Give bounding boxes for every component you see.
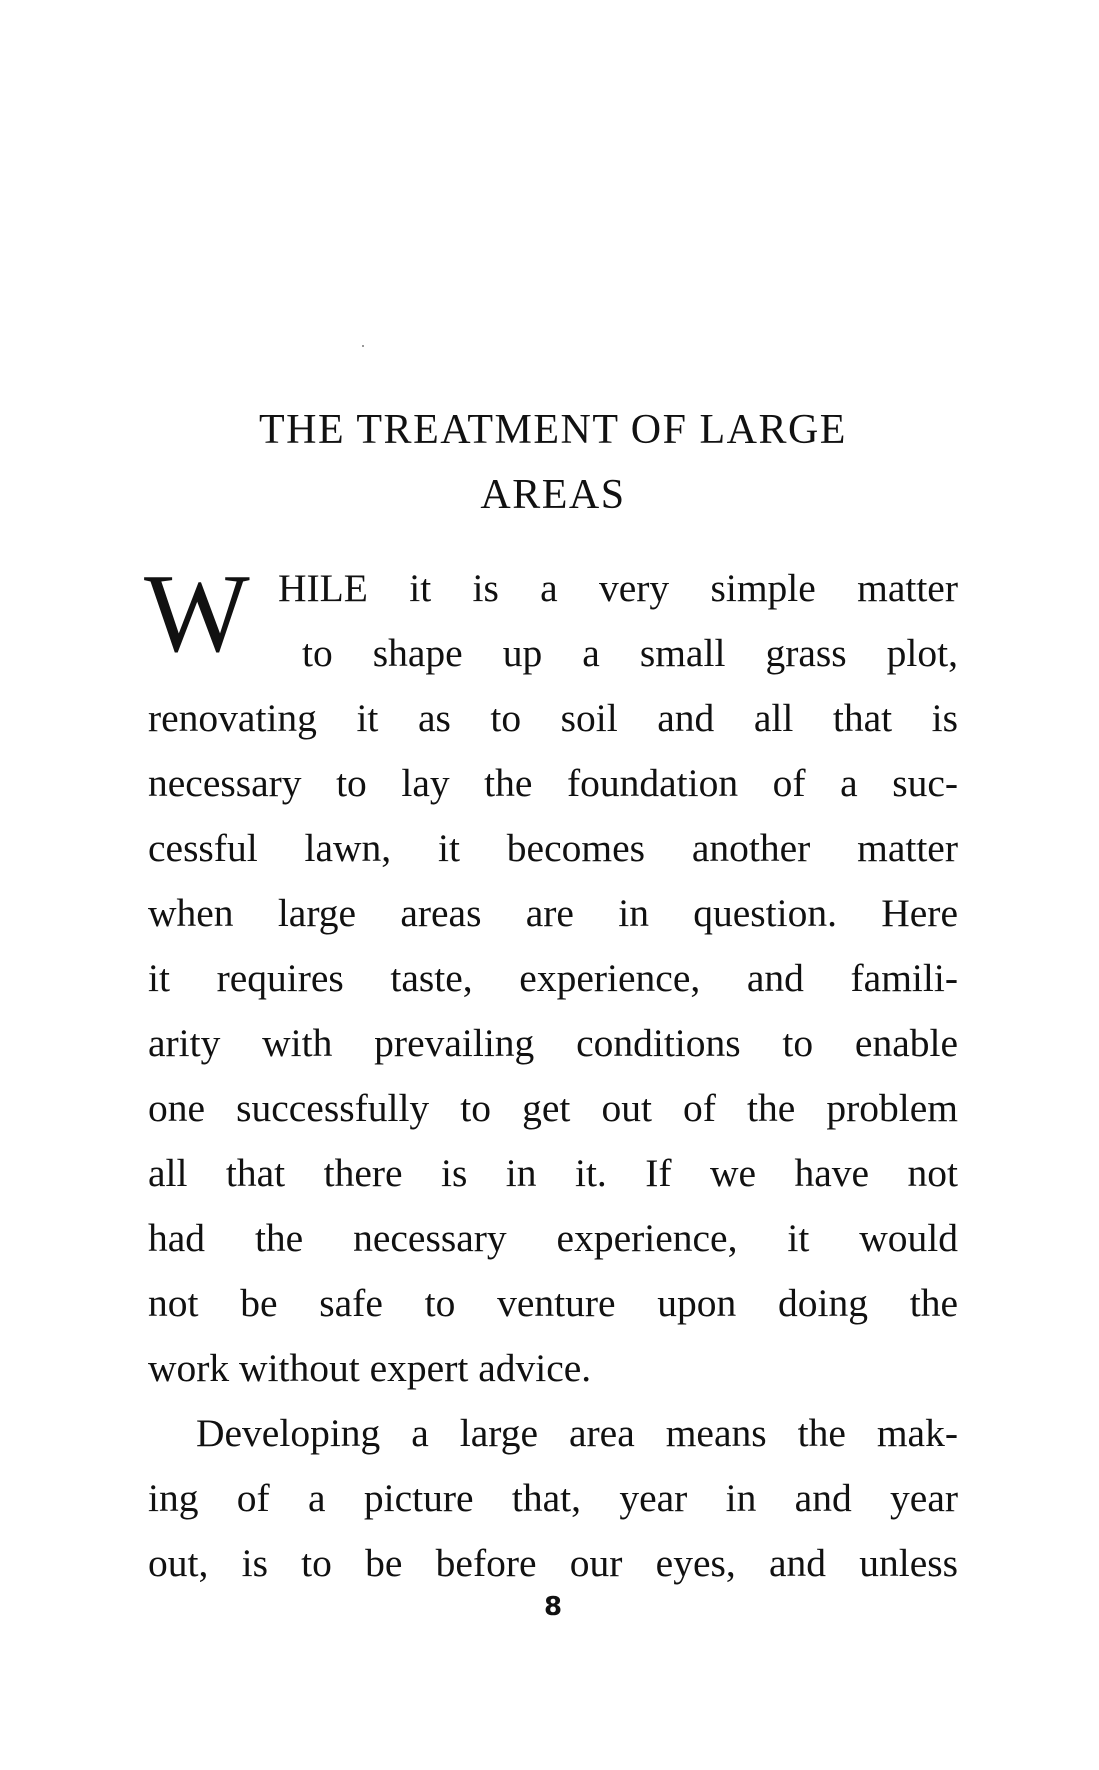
paragraph-2 xyxy=(148,1401,958,1596)
page-number: 8 xyxy=(543,1592,563,1622)
text-line: work without expert advice. xyxy=(148,1346,592,1390)
text-line: arity with prevailing conditions to enable xyxy=(148,1021,958,1065)
text-line: not be safe to venture upon doing the xyxy=(148,1281,958,1325)
text-line: out, is to be before our eyes, and unless xyxy=(148,1541,958,1585)
book-page xyxy=(144,0,958,1770)
text-line: to shape up a small grass plot, xyxy=(302,631,958,675)
text-line: one successfully to get out of the problem xyxy=(148,1086,958,1130)
text-line: necessary to lay the foundation of a suc- xyxy=(148,761,958,805)
chapter-title xyxy=(148,398,958,528)
body-text xyxy=(144,552,958,1596)
text-line: it requires taste, experience, and famili- xyxy=(148,956,958,1000)
text-line: when large areas are in question. Here xyxy=(148,891,958,935)
chapter-title-line-1: THE TREATMENT OF LARGE xyxy=(259,407,847,453)
text-line: all that there is in it. If we have not xyxy=(148,1151,958,1195)
scan-speck xyxy=(362,345,364,347)
text-line: Developing a large area means the mak- xyxy=(196,1411,958,1455)
text-line: renovating it as to soil and all that is xyxy=(148,696,958,740)
paragraph-1 xyxy=(148,556,958,1401)
text-line: cessful lawn, it becomes another matter xyxy=(148,826,958,870)
text-line: ing of a picture that, year in and year xyxy=(148,1476,958,1520)
drop-cap: W xyxy=(144,552,250,676)
text-line: had the necessary experience, it would xyxy=(148,1216,958,1260)
chapter-title-line-2: AREAS xyxy=(480,472,626,518)
text-line: HILE it is a very simple matter xyxy=(278,566,958,610)
